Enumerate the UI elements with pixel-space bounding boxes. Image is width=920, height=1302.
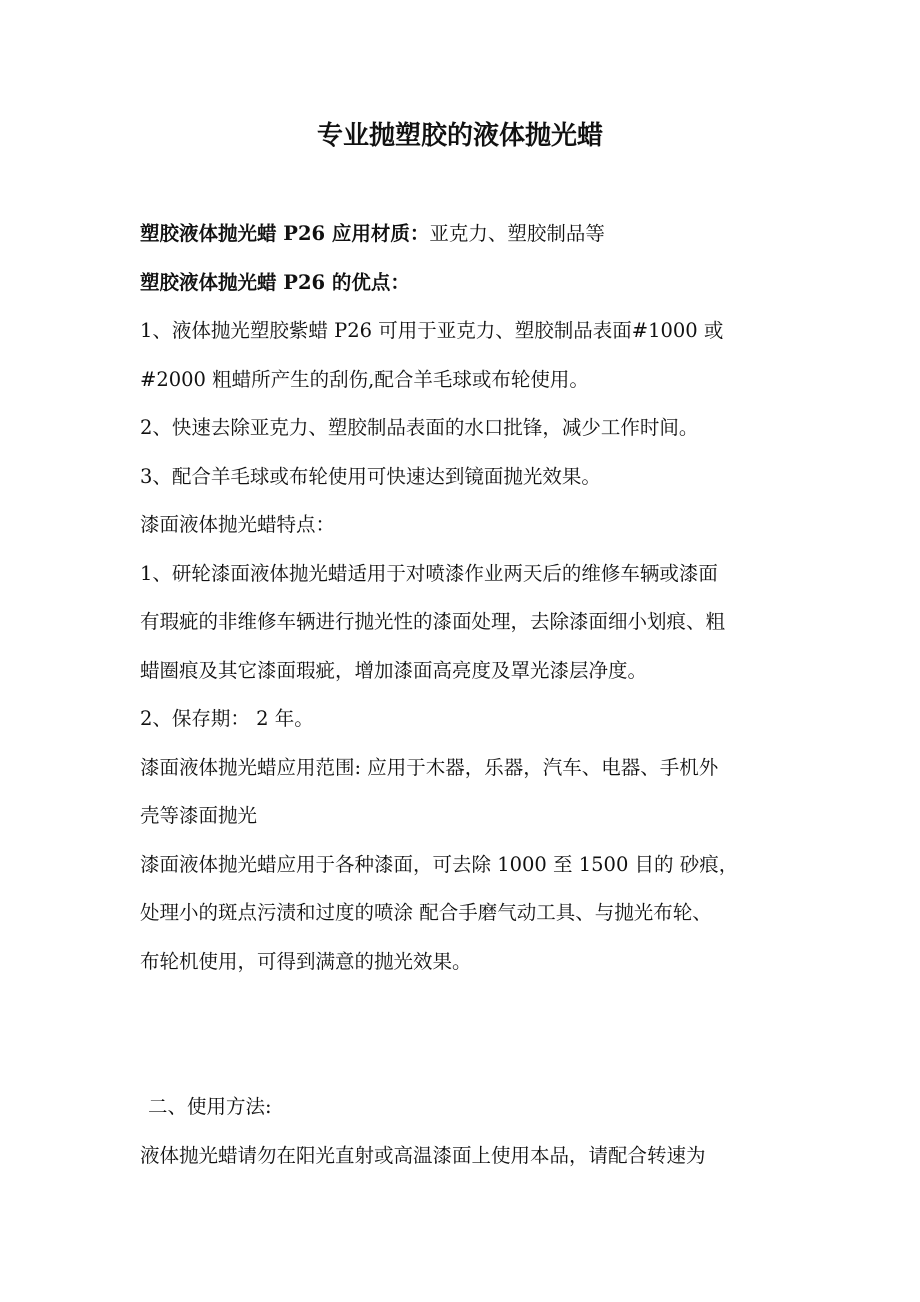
paragraph-line: 1、研轮漆面液体抛光蜡适用于对喷漆作业两天后的维修车辆或漆面: [140, 561, 718, 585]
document-title: 专业抛塑胶的液体抛光蜡: [316, 121, 603, 151]
section-heading: 二、使用方法:: [148, 1095, 272, 1118]
paragraph-line: 漆面液体抛光蜡应用于各种漆面，可去除 1000 至 1500 目的 砂痕，: [140, 852, 739, 876]
blank-space: [140, 986, 790, 1083]
paragraph-line: 2、快速去除亚克力、塑胶制品表面的水口批锋，减少工作时间。: [140, 416, 699, 439]
paragraph-line: [140, 210, 790, 259]
paragraph-line: 3、配合羊毛球或布轮使用可快速达到镜面抛光效果。: [140, 464, 601, 488]
line-text: 亚克力、塑胶制品等: [429, 222, 605, 245]
paragraph-line: #2000 粗蜡所产生的刮伤,配合羊毛球或布轮使用。: [140, 367, 589, 391]
bold-label: 塑胶液体抛光蜡 P26 应用材质：: [140, 222, 430, 245]
paragraph-line: 处理小的斑点污渍和过度的喷涂 配合手磨气动工具、与抛光布轮、: [140, 901, 712, 924]
paragraph-line: 液体抛光蜡请勿在阳光直射或高温漆面上使用本品，请配合转速为: [140, 1143, 706, 1167]
paragraph-line: 1、液体抛光塑胶紫蜡 P26 可用于亚克力、塑胶制品表面#1000 或: [140, 319, 724, 342]
paragraph-line: 壳等漆面抛光: [140, 804, 258, 827]
paragraph-line: 2、保存期： 2 年。: [140, 707, 314, 730]
paragraph-line: 布轮机使用，可得到满意的抛光效果。: [140, 949, 472, 973]
paragraph-line: 塑胶液体抛光蜡 P26 的优点：: [140, 270, 410, 294]
paragraph-line: 漆面液体抛光蜡特点：: [140, 513, 336, 536]
paragraph-line: 蜡圈痕及其它漆面瑕疵，增加漆面高亮度及罩光漆层净度。: [140, 658, 648, 682]
paragraph-line: 有瑕疵的非维修车辆进行抛光性的漆面处理，去除漆面细小划痕、粗: [140, 610, 726, 633]
paragraph-line: 漆面液体抛光蜡应用范围: 应用于木器，乐器，汽车、电器、手机外: [140, 755, 719, 779]
document-body: [140, 210, 790, 1180]
